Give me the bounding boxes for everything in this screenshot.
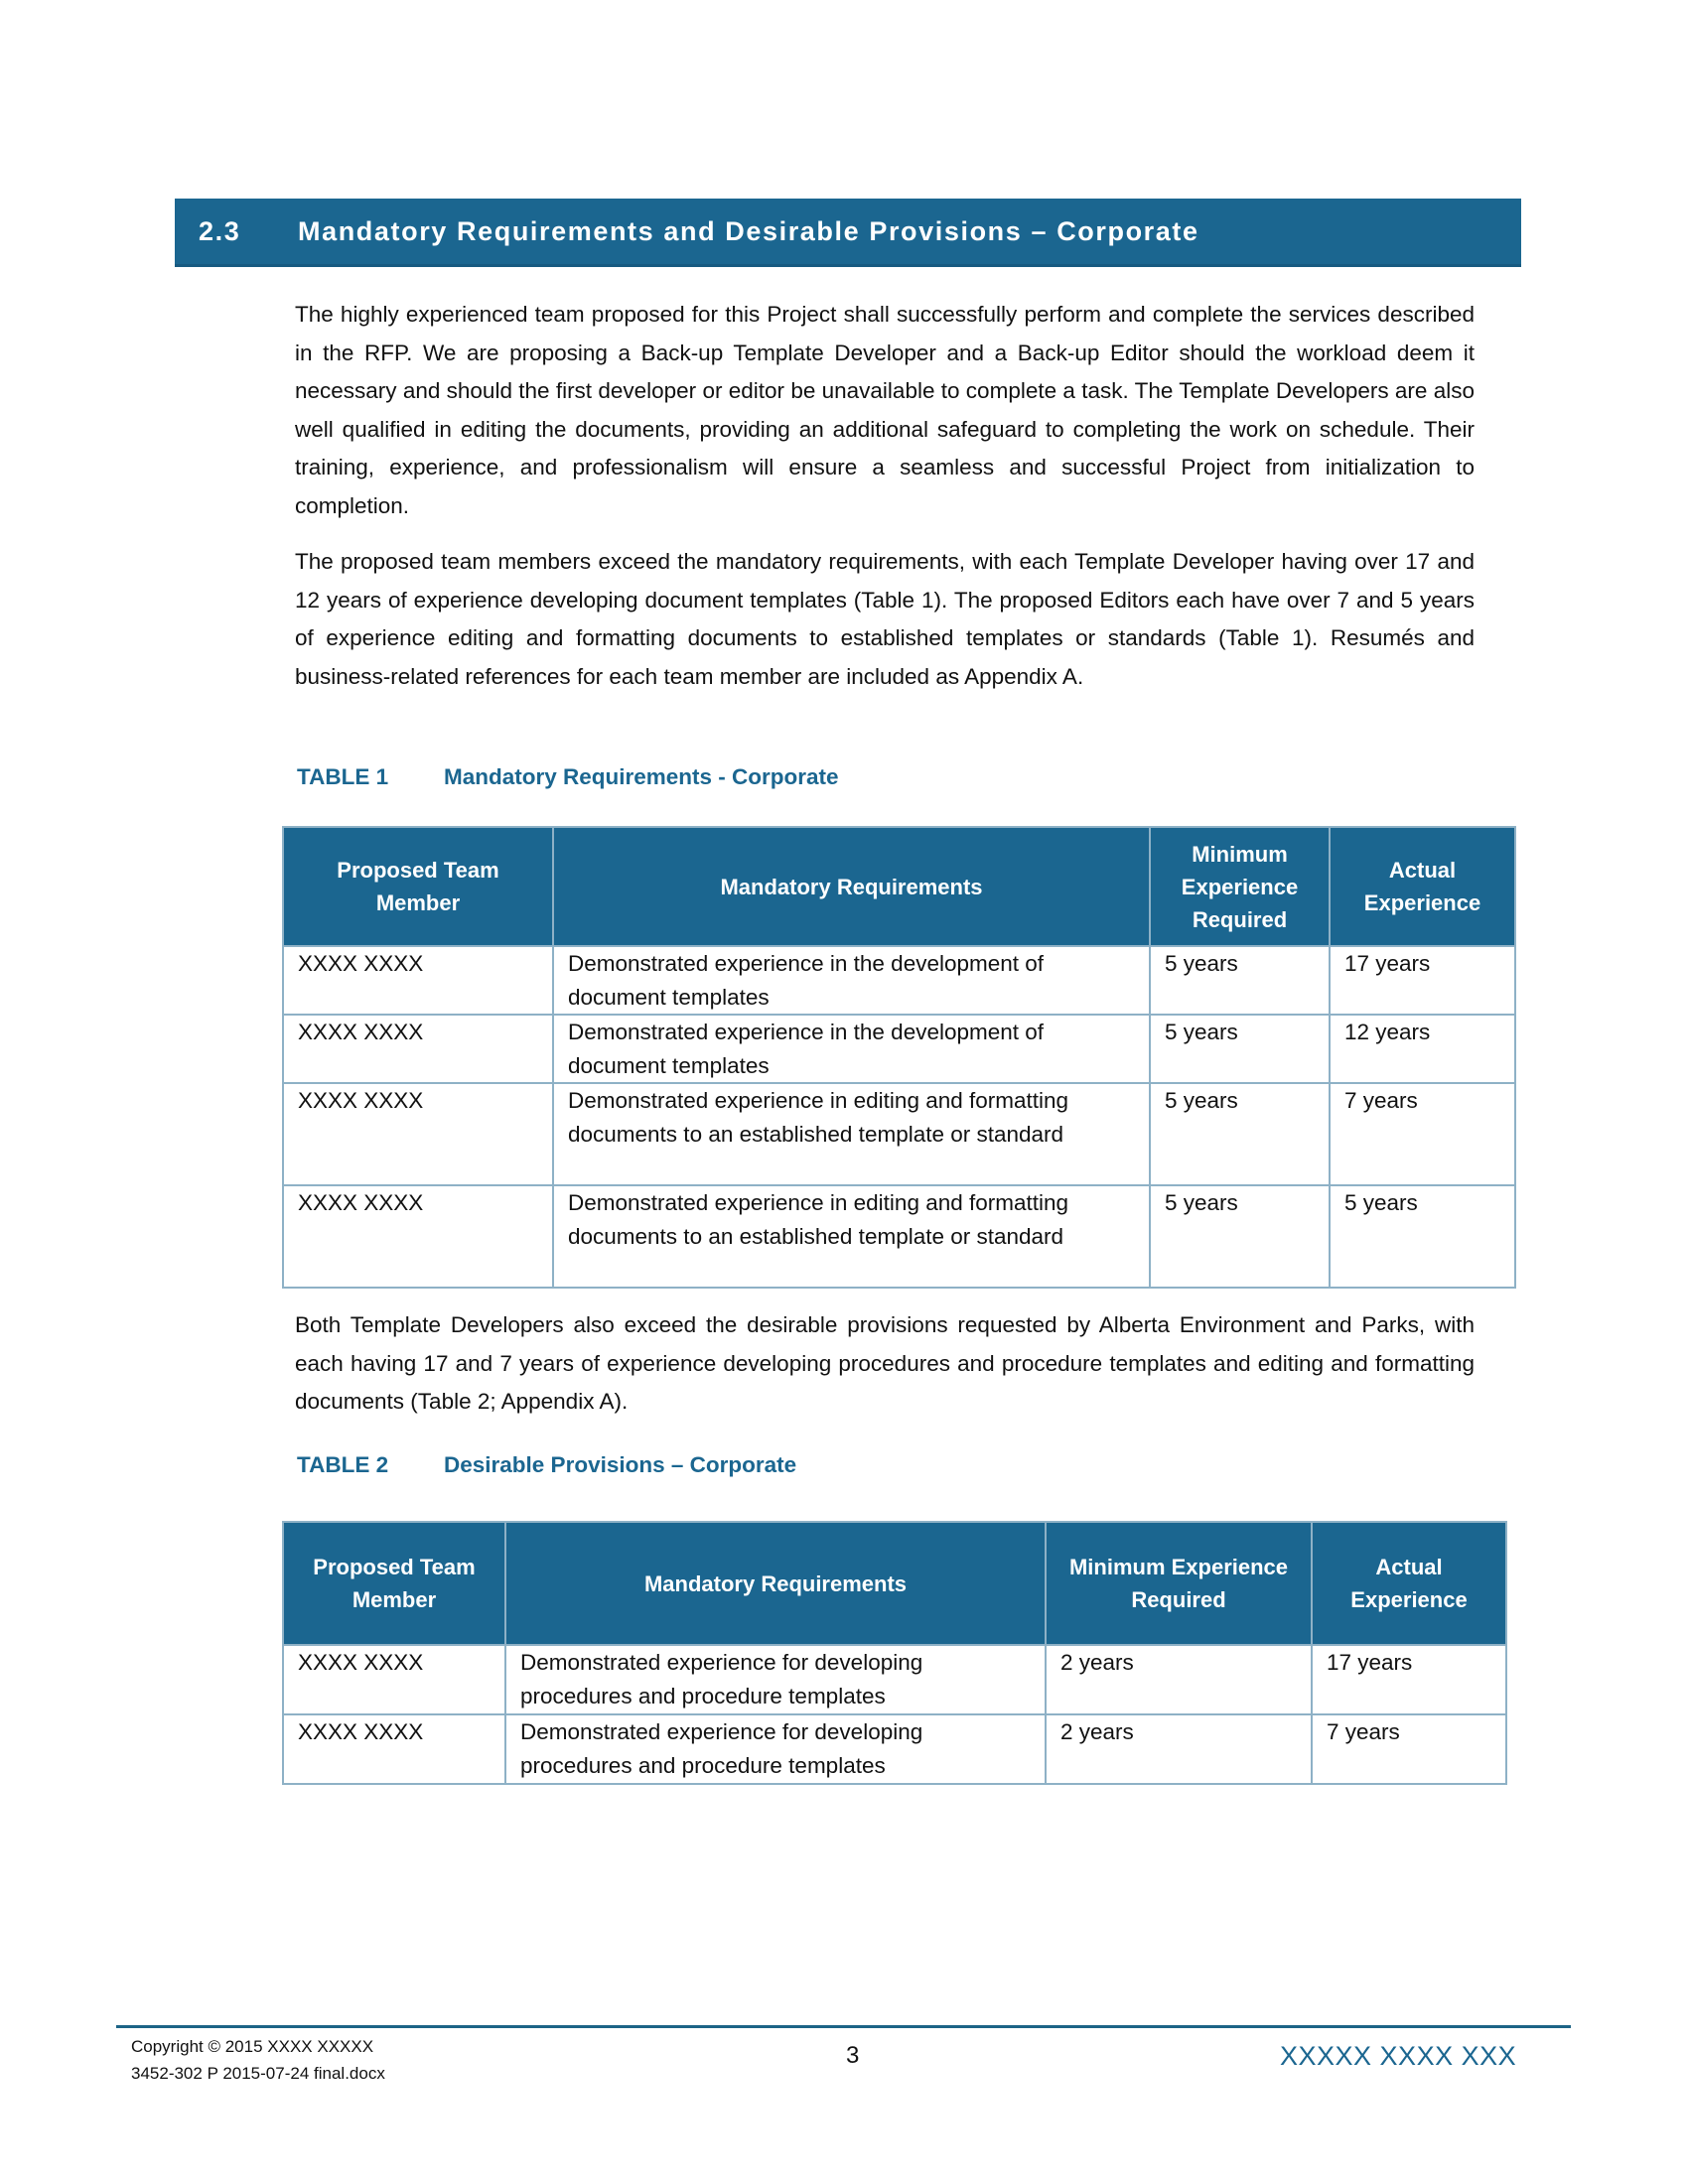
- desirable-provisions-paragraph: Both Template Developers also exceed the desirable provisions requested by Alberta Environment and Parks, with each having 17 and 7 years of experience developing procedures and procedure templates and editing and formatting documents (Table 2; Appendix A).: [295, 1312, 1475, 1415]
- cell-requirement: Demonstrated experience in the development of document templates: [553, 1015, 1150, 1083]
- table-header-row: [283, 827, 1515, 946]
- header-team-member: Proposed Team Member: [283, 1522, 505, 1645]
- intro-paragraph: The highly experienced team proposed for this Project shall successfully perform and complete the services described in the RFP. We are proposing a Back-up Template Developer and a Back-up Editor should the workload deem it necessary and should the first developer or editor be unavailable to complete a task. The Template Developers are also well qualified in editing the documents, providing an additional safeguard to completing the work on schedule. Their training, experience, and professionalism will ensure a seamless and successful Project from initialization to completion.: [295, 302, 1475, 518]
- cell-minimum: 5 years: [1150, 1185, 1330, 1288]
- cell-requirement: Demonstrated experience for developing procedures and procedure templates: [505, 1645, 1046, 1714]
- cell-member: XXXX XXXX: [283, 946, 553, 1015]
- table-row: [283, 1083, 1515, 1185]
- table1-label: TABLE 1: [297, 764, 389, 789]
- requirements-paragraph: The proposed team members exceed the mandatory requirements, with each Template Developer having over 17 and 12 years of experience developing document templates (Table 1). The proposed Editors each have over 7 and 5 years of experience editing and formatting documents to established templates or standards (Table 1). Resumés and business-related references for each team member are included as Appendix A.: [295, 549, 1475, 689]
- cell-member: XXXX XXXX: [283, 1645, 505, 1714]
- header-minimum-experience: Minimum Experience Required: [1046, 1522, 1312, 1645]
- section-title: Mandatory Requirements and Desirable Provisions – Corporate: [298, 216, 1199, 246]
- footer-divider: [116, 2025, 1571, 2028]
- header-actual-experience: Actual Experience: [1330, 827, 1515, 946]
- cell-minimum: 2 years: [1046, 1714, 1312, 1784]
- header-team-member: Proposed Team Member: [283, 827, 553, 946]
- table-row: [283, 946, 1515, 1015]
- footer-company: XXXXX XXXX XXX: [1280, 2041, 1517, 2071]
- table2-title: Desirable Provisions – Corporate: [444, 1452, 797, 1477]
- table-header-row: [283, 1522, 1506, 1645]
- cell-member: XXXX XXXX: [283, 1015, 553, 1083]
- cell-actual: 17 years: [1312, 1645, 1506, 1714]
- cell-actual: 7 years: [1330, 1083, 1515, 1185]
- cell-requirement: Demonstrated experience in editing and formatting documents to an established template or standard: [553, 1185, 1150, 1288]
- table1-title: Mandatory Requirements - Corporate: [444, 764, 839, 789]
- cell-requirement: Demonstrated experience for developing procedures and procedure templates: [505, 1714, 1046, 1784]
- cell-minimum: 5 years: [1150, 1083, 1330, 1185]
- footer-info: [131, 2033, 385, 2087]
- section-number: 2.3: [199, 216, 241, 246]
- cell-member: XXXX XXXX: [283, 1714, 505, 1784]
- header-minimum-experience: Minimum Experience Required: [1150, 827, 1330, 946]
- cell-minimum: 5 years: [1150, 1015, 1330, 1083]
- cell-minimum: 2 years: [1046, 1645, 1312, 1714]
- cell-requirement: Demonstrated experience in editing and formatting documents to an established template or standard: [553, 1083, 1150, 1185]
- header-mandatory-requirements: Mandatory Requirements: [505, 1522, 1046, 1645]
- cell-actual: 12 years: [1330, 1015, 1515, 1083]
- cell-actual: 5 years: [1330, 1185, 1515, 1288]
- section-heading-bar: [175, 199, 1521, 267]
- cell-requirement: Demonstrated experience in the development of document templates: [553, 946, 1150, 1015]
- header-mandatory-requirements: Mandatory Requirements: [553, 827, 1150, 946]
- cell-minimum: 5 years: [1150, 946, 1330, 1015]
- header-actual-experience: Actual Experience: [1312, 1522, 1506, 1645]
- table-row: [283, 1645, 1506, 1714]
- cell-actual: 17 years: [1330, 946, 1515, 1015]
- footer-copyright: Copyright © 2015 XXXX XXXXX: [131, 2037, 374, 2056]
- table-row: [283, 1714, 1506, 1784]
- cell-member: XXXX XXXX: [283, 1185, 553, 1288]
- table1-mandatory-requirements: [282, 826, 1516, 1289]
- cell-member: XXXX XXXX: [283, 1083, 553, 1185]
- cell-actual: 7 years: [1312, 1714, 1506, 1784]
- table2-desirable-provisions: [282, 1521, 1507, 1785]
- table-row: [283, 1185, 1515, 1288]
- page-number: 3: [846, 2042, 860, 2069]
- table2-label: TABLE 2: [297, 1452, 389, 1477]
- footer-filename: 3452-302 P 2015-07-24 final.docx: [131, 2064, 385, 2083]
- table-row: [283, 1015, 1515, 1083]
